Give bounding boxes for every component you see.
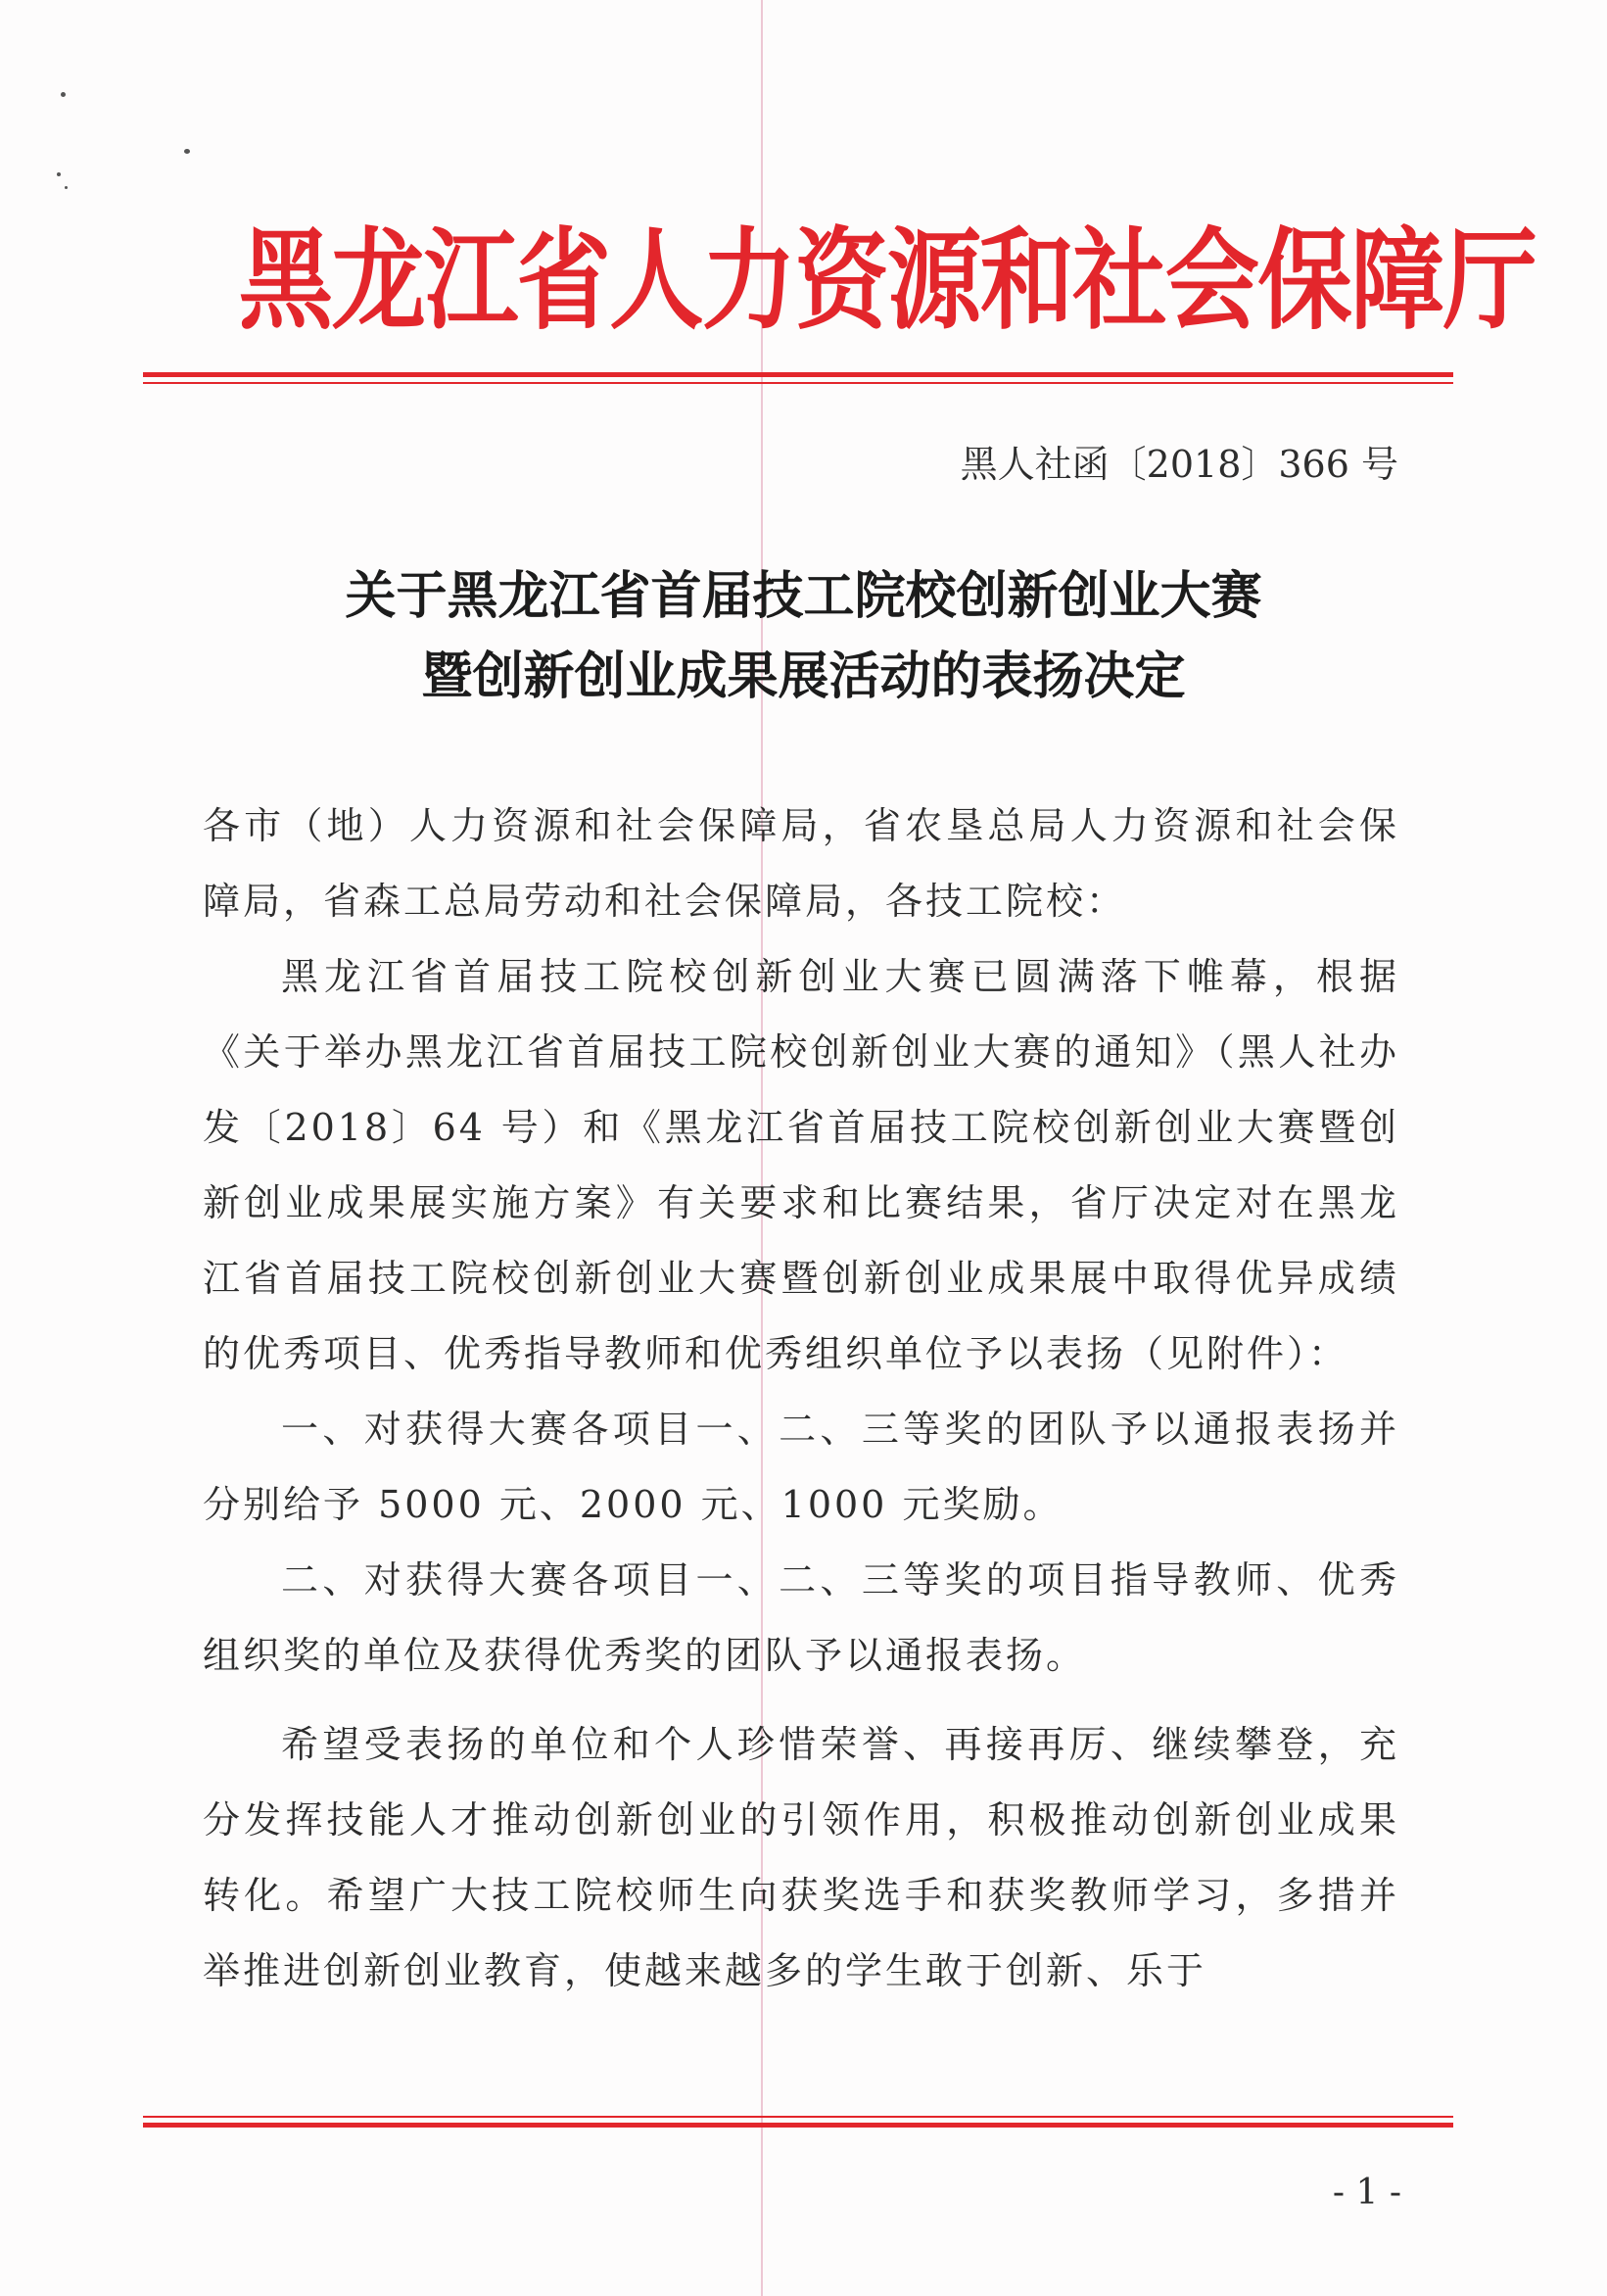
document-number: 黑人社函〔2018〕366 号	[960, 443, 1398, 486]
body-paragraph: 黑龙江省首届技工院校创新创业大赛已圆满落下帷幕，根据《关于举办黑龙江省首届技工院校创新创业大赛的通知》（黑人社办发〔2018〕64 号）和《黑龙江省首届技工院校创新创业大赛暨创新创业成果展实施方案》有关要求和比赛结果，省厅决定对在黑龙江省首届技工院校创新创业大赛暨创新创业成果展中取得优异成绩的优秀项目、优秀指导教师和优秀组织单位予以表扬（见附件）：	[203, 955, 1399, 1375]
document-title	[196, 556, 1411, 717]
header-red-rule	[143, 372, 1453, 384]
document-body	[203, 789, 1399, 2009]
scan-speck	[61, 92, 66, 97]
document-title-line-2: 暨创新创业成果展活动的表扬决定	[421, 647, 1186, 706]
scan-speck	[65, 186, 68, 189]
issuing-organization-title: 黑龙江省人力资源和社会保障厅	[238, 217, 1536, 345]
page-number: - 1 -	[1332, 2173, 1401, 2213]
body-paragraph: 一、对获得大赛各项目一、二、三等奖的团队予以通报表扬并分别给予 5000 元、2000 元、1000 元奖励。	[203, 1408, 1399, 1526]
footer-red-rule	[143, 2116, 1453, 2128]
body-paragraph: 二、对获得大赛各项目一、二、三等奖的项目指导教师、优秀组织奖的单位及获得优秀奖的团队予以通报表扬。	[203, 1558, 1399, 1677]
scan-speck	[184, 149, 190, 154]
recipients-paragraph: 各市（地）人力资源和社会保障局，省农垦总局人力资源和社会保障局，省森工总局劳动和社会保障局，各技工院校：	[203, 804, 1399, 923]
body-paragraph: 希望受表扬的单位和个人珍惜荣誉、再接再厉、继续攀登，充分发挥技能人才推动创新创业的引领作用，积极推动创新创业成果转化。希望广大技工院校师生向获奖选手和获奖教师学习，多措并举推进创新创业教育，使越来越多的学生敢于创新、乐于	[203, 1723, 1399, 1992]
document-title-line-1: 关于黑龙江省首届技工院校创新创业大赛	[345, 567, 1262, 626]
scan-speck	[57, 172, 61, 176]
